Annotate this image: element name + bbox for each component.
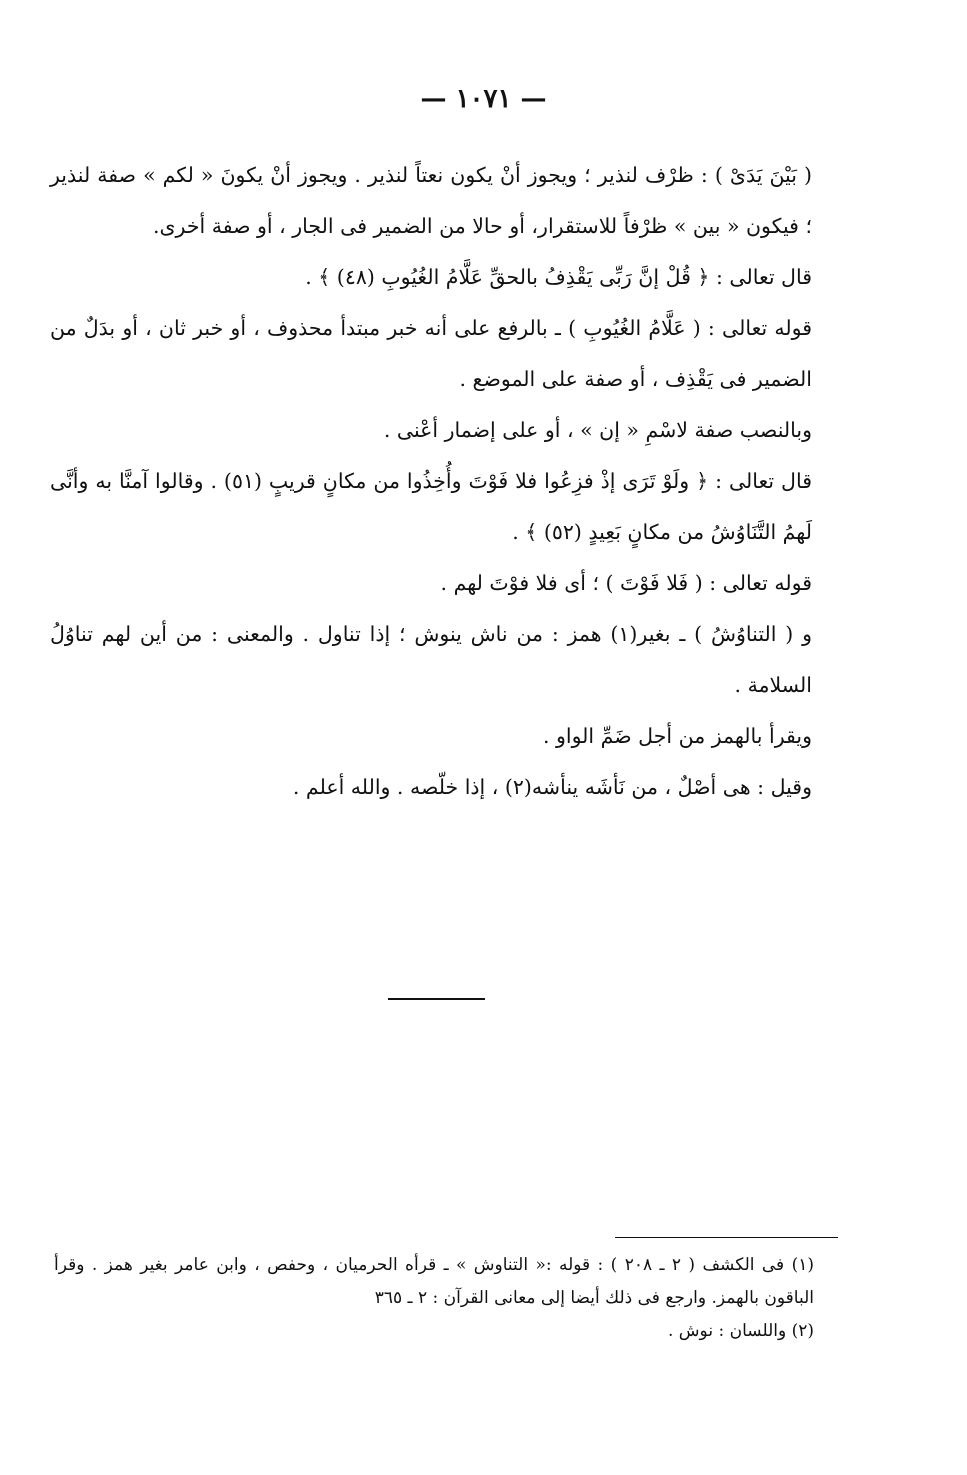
- footnote-divider: [615, 1237, 838, 1238]
- main-text: [50, 150, 838, 813]
- paragraph-allam-al-ghuyub: قوله تعالى : ( عَلَّامُ الغُيُوبِ ) ـ بالرفع على أنه خبر مبتدأ محذوف ، أو خبر ثان ، أو بدَلٌ من الضمير فى يَقْذِف ، أو صفة على الموضع .: [50, 316, 812, 391]
- paragraph-nasb: وبالنصب صفة لاسْمِ « إن » ، أو على إضمار أعْنى .: [383, 418, 812, 442]
- verse-48: قال تعالى : ﴿ قُلْ إنَّ رَبِّى يَقْذِفُ بالحقِّ عَلَّامُ الغُيُوبِ (٤٨) ﴾ .: [305, 265, 812, 289]
- footnote-1: (١) فى الكشف ( ٢ ـ ٢٠٨ ) : قوله :« التناوش » ـ قرأه الحرميان ، وحفص ، وابن عامر بغير همز . وقرأ الباقون بالهمز. وارجع فى ذلك أيضا إلى معانى القرآن : ٢ ـ ٣٦٥: [54, 1255, 814, 1308]
- section-divider: [388, 998, 485, 1000]
- paragraph-fala-fawt: قوله تعالى : ( فَلا فَوْتَ ) ؛ أى فلا فوْتَ لهم .: [440, 571, 812, 595]
- footnotes: [54, 1249, 836, 1348]
- page-number: — ١٠٧١ —: [420, 84, 547, 114]
- paragraph-bayna-yaday: ( بَيْنَ يَدَىْ ) : ظرْف لنذير ؛ ويجوز أنْ يكون نعتاً لنذير . ويجوز أنْ يكونَ « لكم » صفة لنذير ؛ فيكون « بين » ظرْفاً للاستقرار، أو حالا من الضمير فى الجار ، أو صفة أخرى.: [50, 163, 812, 238]
- verse-51-52: قال تعالى : ﴿ ولَوْ تَرَى إذْ فزِعُوا فلا فَوْتَ وأُخِذُوا من مكانٍ قريبٍ (٥١) . وقالوا آمنَّا به وأنَّى لَهمُ التَّنَاوُشُ من مكانٍ بَعِيدٍ (٥٢) ﴾ .: [50, 469, 813, 544]
- paragraph-asl: وقيل : هى أصْلٌ ، من نَأشَه ينأشه(٢) ، إذا خلّصه . والله أعلم .: [292, 775, 812, 799]
- paragraph-hamz: ويقرأ بالهمز من أجل ضَمِّ الواو .: [542, 724, 812, 748]
- paragraph-tanawush: و ( التناوُشُ ) ـ بغير(١) همز : من ناش ينوش ؛ إذا تناول . والمعنى : من أين لهم تناوُلُ السلامة .: [50, 622, 812, 697]
- footnote-2: (٢) واللسان : نوش .: [668, 1321, 814, 1341]
